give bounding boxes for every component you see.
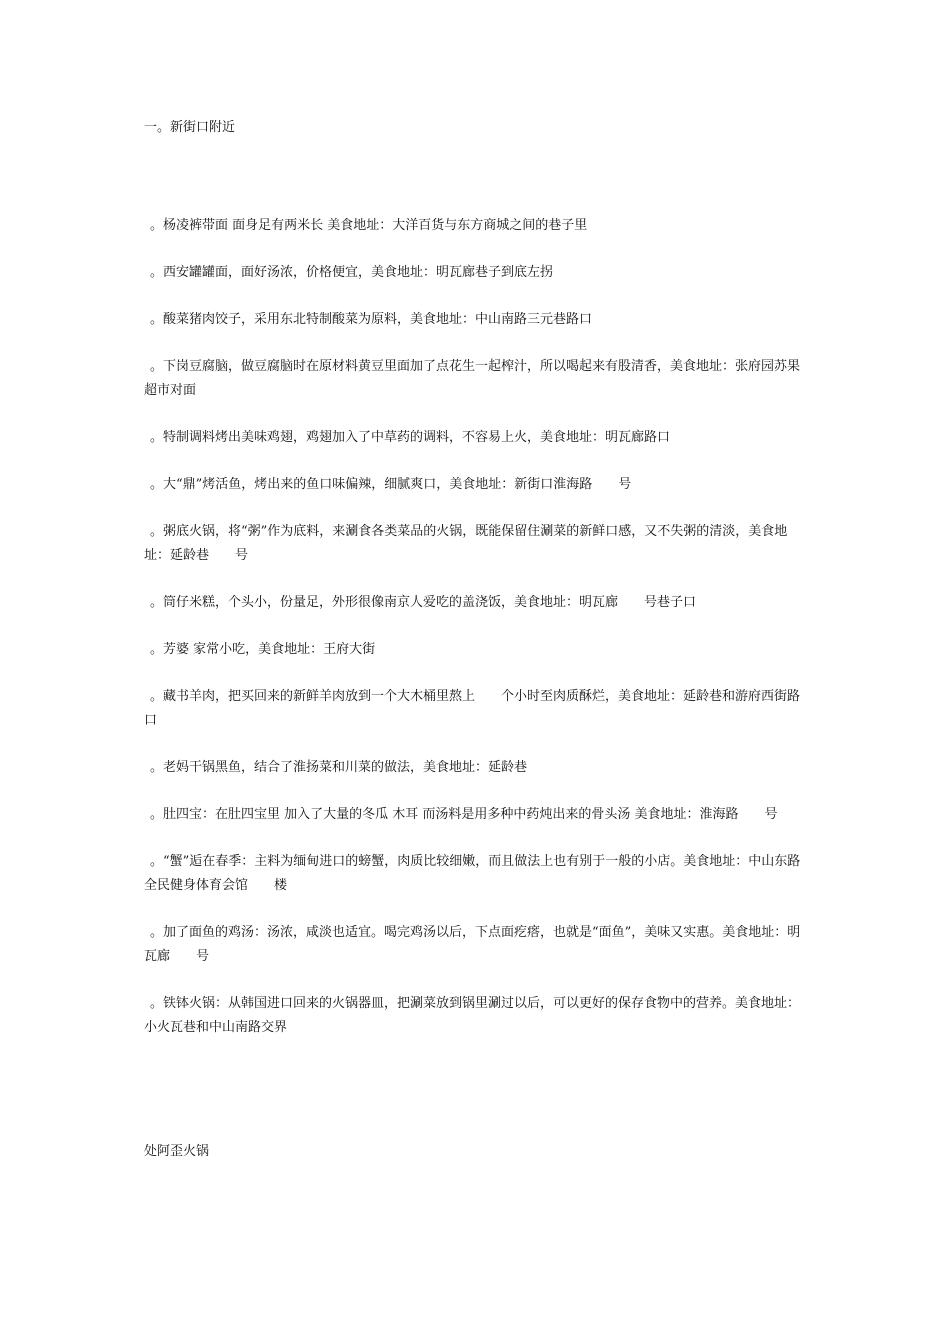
trailing-text: 处阿歪火锅 (144, 1144, 210, 1159)
list-item: 。大“鼎”烤活鱼，烤出来的鱼口味偏辣，细腻爽口，美食地址：新街口淮海路 号 (150, 477, 632, 492)
list-item: 。西安罐罐面，面好汤浓，价格便宜，美食地址：明瓦廊巷子到底左拐 (150, 265, 554, 280)
list-item: 。芳婆 家常小吃，美食地址：王府大街 (150, 642, 376, 657)
list-item: 。筒仔米糕，个头小，份量足，外形很像南京人爱吃的盖浇饭，美食地址：明瓦廊 号巷子口 (150, 595, 697, 610)
list-item: 。粥底火锅，将“粥”作为底料，来涮食各类菜品的火锅，既能保留住涮菜的新鲜口感，又不失粥的清淡，美食地址：延龄巷 号 (144, 524, 788, 563)
food-list (144, 214, 808, 1063)
list-item: 。肚四宝：在肚四宝里 加入了大量的冬瓜 木耳 而汤料是用多种中药炖出来的骨头汤 美食地址：淮海路 号 (150, 807, 778, 822)
list-item: 。酸菜猪肉饺子，采用东北特制酸菜为原料，美食地址：中山南路三元巷路口 (150, 312, 593, 327)
list-item: 。“蟹”逅在春季：主料为缅甸进口的螃蟹，肉质比较细嫩，而且做法上也有别于一般的小店。美食地址：中山东路全民健身体育会馆 楼 (144, 854, 801, 893)
list-item: 。藏书羊肉，把买回来的新鲜羊肉放到一个大木桶里熬上 个小时至肉质酥烂，美食地址：延龄巷和游府西街路口 (144, 689, 801, 728)
list-item: 。特制调料烤出美味鸡翅，鸡翅加入了中草药的调料，不容易上火，美食地址：明瓦廊路口 (150, 430, 671, 445)
list-item: 。下岗豆腐脑，做豆腐脑时在原材料黄豆里面加了点花生一起榨汁，所以喝起来有股清香，美食地址：张府园苏果超市对面 (144, 359, 801, 398)
list-item: 。老妈干锅黑鱼，结合了淮扬菜和川菜的做法，美食地址：延龄巷 (150, 760, 528, 775)
section-heading: 一。新街口附近 (144, 120, 236, 135)
list-item: 。铁钵火锅：从韩国进口回来的火锅器皿，把涮菜放到锅里涮过以后，可以更好的保存食物中的营养。美食地址：小火瓦巷和中山南路交界 (144, 996, 801, 1035)
list-item: 。杨凌裤带面 面身足有两米长 美食地址：大洋百货与东方商城之间的巷子里 (150, 218, 588, 233)
list-item: 。加了面鱼的鸡汤：汤浓，咸淡也适宜。喝完鸡汤以后，下点面疙瘩，也就是“面鱼”，美味又实惠。美食地址：明瓦廊 号 (144, 925, 801, 964)
